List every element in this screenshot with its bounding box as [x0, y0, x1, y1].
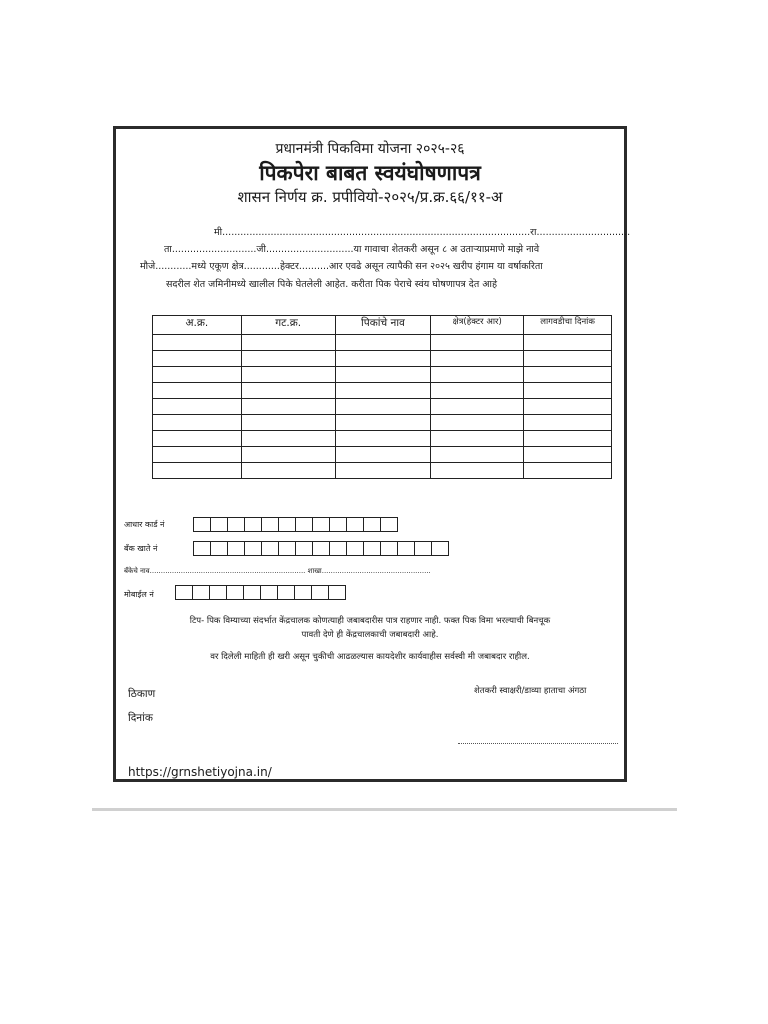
- table-cell[interactable]: [431, 415, 524, 431]
- table-cell[interactable]: [153, 399, 242, 415]
- table-cell[interactable]: [335, 383, 431, 399]
- table-cell[interactable]: [431, 399, 524, 415]
- area-line: मौजे............मध्ये एकूण क्षेत्र............हेक्टर..........आर एवढे असून त्यापैकी सन २०२५ खरीप हंगाम या वर्षाकरिता: [140, 261, 543, 272]
- mobile-digit-box[interactable]: [226, 585, 244, 600]
- table-cell[interactable]: [524, 447, 612, 463]
- table-cell[interactable]: [335, 431, 431, 447]
- table-cell[interactable]: [431, 367, 524, 383]
- table-cell[interactable]: [335, 447, 431, 463]
- table-cell[interactable]: [241, 463, 335, 479]
- mobile-field: [124, 589, 154, 600]
- bank-digit-box[interactable]: [380, 541, 398, 556]
- crops-line: सदरील शेत जमिनीमध्ये खालील पिके घेतलेली आहेत. करीता पिक पेराचे स्वंय घोषणापत्र देत आहे: [166, 279, 498, 290]
- table-cell[interactable]: [524, 431, 612, 447]
- bank-digit-box[interactable]: [397, 541, 415, 556]
- crop-table: [152, 315, 612, 479]
- aadhar-digit-box[interactable]: [210, 517, 228, 532]
- table-header-row: [153, 316, 612, 335]
- table-row: [153, 431, 612, 447]
- table-cell[interactable]: [524, 463, 612, 479]
- mobile-digit-box[interactable]: [311, 585, 329, 600]
- table-cell[interactable]: [153, 463, 242, 479]
- bank-digit-box[interactable]: [346, 541, 364, 556]
- mobile-digit-box[interactable]: [277, 585, 295, 600]
- bank-account-label: बँक खाते नं: [124, 544, 158, 553]
- table-cell[interactable]: [153, 383, 242, 399]
- gr-reference: शासन निर्णय क्र. प्रपीवियो-२०२५/प्र.क्र.६६/११-अ: [237, 188, 503, 206]
- aadhar-digit-box[interactable]: [312, 517, 330, 532]
- table-cell[interactable]: [431, 463, 524, 479]
- taluka-line: ता............................जी.............................या गावाचा शेतकरी असून ८ अ उताऱ्याप्रमाणे माझे नावे: [164, 244, 540, 255]
- table-header-cell: अ.क्र.: [153, 316, 242, 335]
- table-row: [153, 463, 612, 479]
- table-cell[interactable]: [153, 447, 242, 463]
- form-title: पिकपेरा बाबत स्वयंघोषणापत्र: [259, 161, 481, 185]
- page-divider: [92, 808, 677, 811]
- declaration-form: [113, 126, 631, 782]
- table-header-cell: गट.क्र.: [241, 316, 335, 335]
- bank-name-line: बँकेचे नाव...................................................................... शाखा.................................................: [124, 567, 431, 575]
- aadhar-digit-box[interactable]: [295, 517, 313, 532]
- table-cell[interactable]: [241, 335, 335, 351]
- note-line-1: टिप- पिक विम्याच्या संदर्भात केंद्रचालक कोणत्याही जबाबदारीस पात्र राहणार नाही. फक्त पिक विमा भरल्याची बिनचूक: [189, 616, 551, 626]
- table-cell[interactable]: [335, 399, 431, 415]
- bank-field: [124, 543, 157, 554]
- table-body: [153, 335, 612, 479]
- bank-digit-box[interactable]: [431, 541, 449, 556]
- table-cell[interactable]: [524, 415, 612, 431]
- bank-digit-box[interactable]: [278, 541, 296, 556]
- bank-digit-box[interactable]: [227, 541, 245, 556]
- source-url[interactable]: https://grnshetiyojna.in/: [128, 765, 272, 779]
- table-row: [153, 447, 612, 463]
- table-cell[interactable]: [241, 431, 335, 447]
- table-row: [153, 383, 612, 399]
- table-cell[interactable]: [431, 447, 524, 463]
- table-cell[interactable]: [153, 431, 242, 447]
- table-cell[interactable]: [241, 399, 335, 415]
- table-cell[interactable]: [335, 351, 431, 367]
- table-cell[interactable]: [241, 415, 335, 431]
- table-cell[interactable]: [524, 367, 612, 383]
- bank-digit-box[interactable]: [193, 541, 211, 556]
- bank-digit-box[interactable]: [329, 541, 347, 556]
- mobile-digit-box[interactable]: [192, 585, 210, 600]
- bank-digit-box[interactable]: [363, 541, 381, 556]
- table-cell[interactable]: [524, 399, 612, 415]
- mobile-digit-box[interactable]: [294, 585, 312, 600]
- table-cell[interactable]: [153, 351, 242, 367]
- table-header-cell: पिकांचे नाव: [335, 316, 431, 335]
- mobile-digit-box[interactable]: [328, 585, 346, 600]
- table-cell[interactable]: [335, 367, 431, 383]
- table-row: [153, 351, 612, 367]
- aadhar-digit-box[interactable]: [278, 517, 296, 532]
- table-cell[interactable]: [335, 335, 431, 351]
- table-cell[interactable]: [335, 463, 431, 479]
- mobile-boxes[interactable]: [176, 585, 346, 600]
- table-cell[interactable]: [431, 335, 524, 351]
- table-cell[interactable]: [241, 447, 335, 463]
- bank-digit-box[interactable]: [210, 541, 228, 556]
- truth-statement: वर दिलेली माहिती ही खरी असून चुकीची आढळल्यास कायदेशीर कार्यवाहीस सर्वस्वी मी जबाबदार राहील.: [210, 652, 530, 662]
- mobile-label: मोबाईल नं: [124, 590, 154, 599]
- signature-line: [458, 743, 618, 744]
- table-cell[interactable]: [241, 351, 335, 367]
- aadhar-digit-box[interactable]: [193, 517, 211, 532]
- mobile-digit-box[interactable]: [243, 585, 261, 600]
- table-row: [153, 415, 612, 431]
- name-line: मी......................................................................................................रा...............................: [214, 227, 631, 238]
- aadhar-boxes[interactable]: [194, 517, 398, 532]
- bank-digit-box[interactable]: [312, 541, 330, 556]
- table-cell[interactable]: [524, 383, 612, 399]
- aadhar-digit-box[interactable]: [227, 517, 245, 532]
- aadhar-digit-box[interactable]: [363, 517, 381, 532]
- table-cell[interactable]: [153, 367, 242, 383]
- bank-digit-box[interactable]: [244, 541, 262, 556]
- place-label: ठिकाण: [128, 688, 156, 700]
- mobile-digit-box[interactable]: [175, 585, 193, 600]
- aadhar-digit-box[interactable]: [346, 517, 364, 532]
- table-cell[interactable]: [335, 415, 431, 431]
- table-row: [153, 367, 612, 383]
- table-cell[interactable]: [153, 335, 242, 351]
- signature-label: शेतकरी स्वाक्षरी/डाव्या हाताचा अंगठा: [474, 686, 587, 696]
- bank-digit-box[interactable]: [295, 541, 313, 556]
- table-header-cell: क्षेत्र(हेक्टर आर): [431, 316, 524, 335]
- table-row: [153, 399, 612, 415]
- bank-digit-box[interactable]: [414, 541, 432, 556]
- table-cell[interactable]: [431, 383, 524, 399]
- aadhar-digit-box[interactable]: [244, 517, 262, 532]
- scheme-title: प्रधानमंत्री पिकविमा योजना २०२५-२६: [275, 141, 465, 157]
- aadhar-digit-box[interactable]: [329, 517, 347, 532]
- bank-digit-box[interactable]: [261, 541, 279, 556]
- table-cell[interactable]: [431, 351, 524, 367]
- mobile-digit-box[interactable]: [260, 585, 278, 600]
- table-cell[interactable]: [241, 367, 335, 383]
- table-cell[interactable]: [241, 383, 335, 399]
- date-label: दिनांक: [128, 712, 153, 724]
- table-cell[interactable]: [153, 415, 242, 431]
- table-cell[interactable]: [524, 351, 612, 367]
- note-line-2: पावती देणे ही केंद्रचालकाची जबाबदारी आहे.: [301, 630, 439, 640]
- table-cell[interactable]: [431, 431, 524, 447]
- table-cell[interactable]: [524, 335, 612, 351]
- aadhar-label: आधार कार्ड नं: [124, 520, 165, 529]
- mobile-digit-box[interactable]: [209, 585, 227, 600]
- bank-account-boxes[interactable]: [194, 541, 449, 556]
- table-header-cell: लागवडीचा दिनांक: [524, 316, 612, 335]
- aadhar-digit-box[interactable]: [261, 517, 279, 532]
- aadhar-field: [124, 519, 164, 530]
- aadhar-digit-box[interactable]: [380, 517, 398, 532]
- table-row: [153, 335, 612, 351]
